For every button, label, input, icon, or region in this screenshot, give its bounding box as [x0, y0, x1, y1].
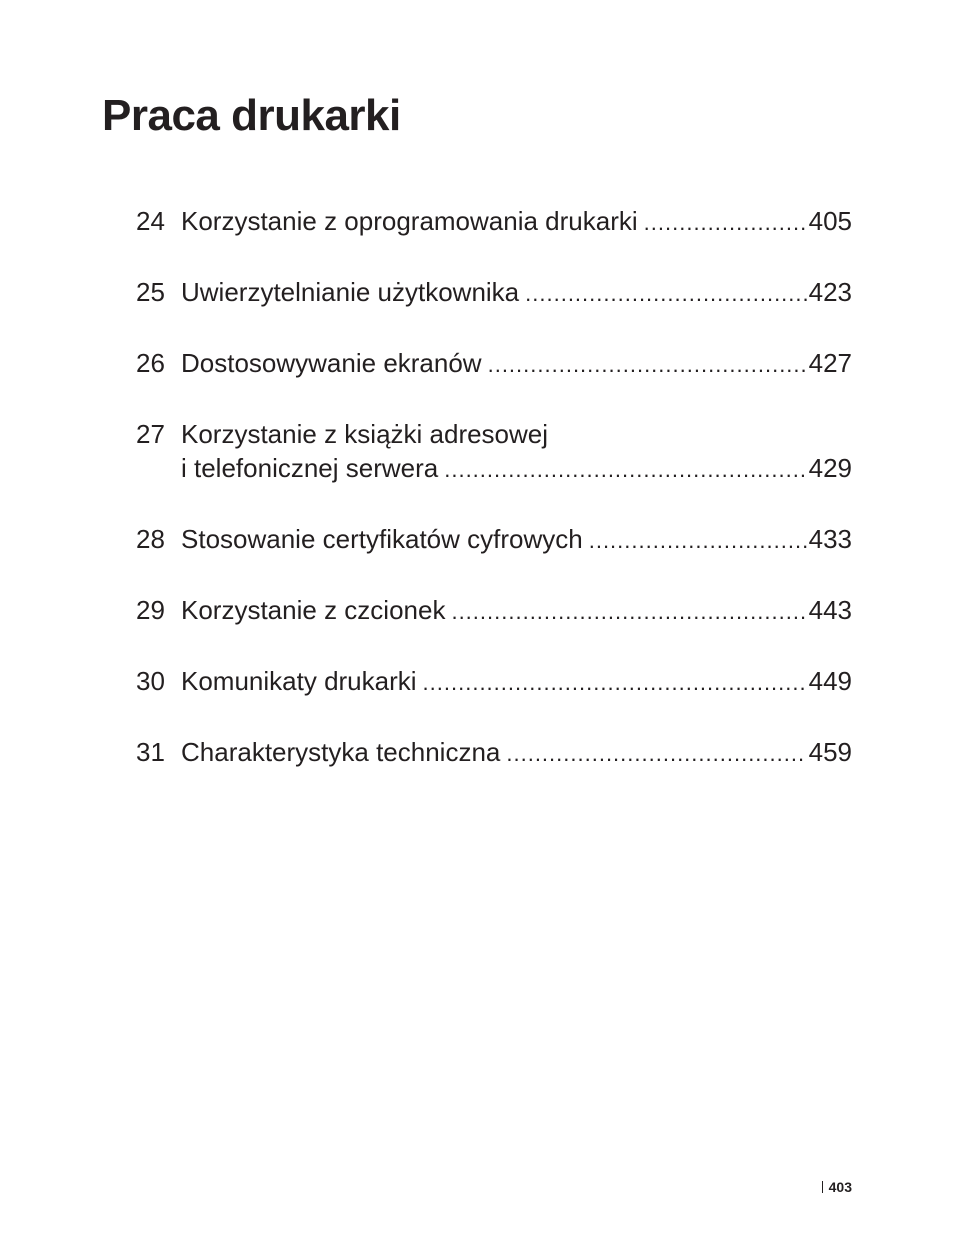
dot-leader	[589, 524, 807, 558]
chapter-number: 25	[136, 277, 165, 307]
page-number: 443	[808, 595, 852, 625]
table-of-contents	[136, 204, 852, 806]
toc-entry-31[interactable]	[136, 735, 852, 771]
toc-entry-27[interactable]	[136, 417, 852, 487]
chapter-title-line-1: Korzystanie z książki adresowej	[181, 419, 549, 449]
chapter-title: Korzystanie z oprogramowania drukarki	[181, 206, 638, 236]
chapter-title: Korzystanie z czcionek	[181, 595, 446, 625]
page-number: 433	[808, 524, 852, 554]
chapter-title: Stosowanie certyfikatów cyfrowych	[181, 524, 583, 554]
page-number: 459	[808, 737, 852, 767]
dot-leader	[451, 595, 806, 629]
toc-entry-25[interactable]	[136, 275, 852, 311]
page-title: Praca drukarki	[102, 91, 401, 140]
page-number: 423	[808, 277, 852, 307]
chapter-number: 29	[136, 595, 165, 625]
chapter-title: Charakterystyka techniczna	[181, 737, 501, 767]
chapter-number: 27	[136, 419, 165, 449]
dot-leader	[488, 348, 807, 382]
toc-entry-29[interactable]	[136, 593, 852, 629]
chapter-title-line-2: i telefonicznej serwera	[181, 453, 439, 483]
dot-leader	[506, 737, 806, 771]
toc-entry-30[interactable]	[136, 664, 852, 700]
page-number: 405	[808, 206, 852, 236]
page-folio	[822, 1178, 852, 1196]
dot-leader	[444, 453, 806, 487]
chapter-number: 28	[136, 524, 165, 554]
chapter-number: 26	[136, 348, 165, 378]
toc-entry-28[interactable]	[136, 522, 852, 558]
toc-entry-24[interactable]	[136, 204, 852, 240]
dot-leader	[525, 277, 806, 311]
toc-entry-26[interactable]	[136, 346, 852, 382]
chapter-title: Komunikaty drukarki	[181, 666, 417, 696]
folio-divider	[822, 1181, 823, 1193]
page-number: 449	[808, 666, 852, 696]
dot-leader	[423, 666, 807, 700]
dot-leader	[644, 206, 807, 240]
chapter-number: 31	[136, 737, 165, 767]
chapter-number: 24	[136, 206, 165, 236]
page-number: 427	[808, 348, 852, 378]
chapter-number: 30	[136, 666, 165, 696]
page-number: 429	[808, 453, 852, 483]
folio-number: 403	[828, 1179, 852, 1195]
chapter-title: Uwierzytelnianie użytkownika	[181, 277, 520, 307]
chapter-title: Dostosowywanie ekranów	[181, 348, 482, 378]
